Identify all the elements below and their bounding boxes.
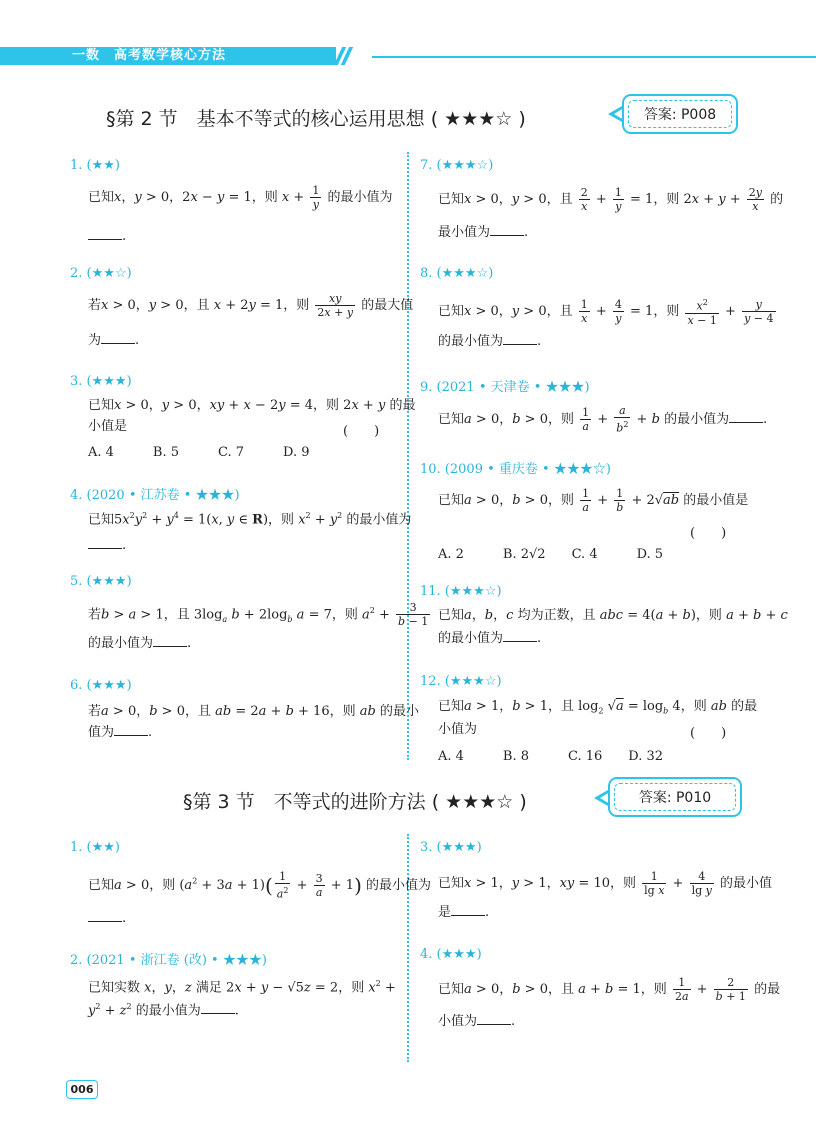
problem-number: 8. (★★★☆) — [420, 266, 494, 281]
section-title: §第 2 节 基本不等式的核心运用思想 ( ★★★☆ ) — [106, 108, 526, 130]
problem-text: 小值是 — [88, 419, 128, 434]
problem-text: 已知a > 0，b > 0，且 a + b = 1，则 $\frac{1}{2a}$ + $\frac{2}{b + 1}$ 的最 — [438, 976, 781, 1003]
page-number: 006 — [66, 1080, 98, 1099]
problem-text: 已知x > 0，y > 0，且 $\frac{2}{x}$ + $\frac{1}{y}$ = 1，则 2x + y + $\frac{2y}{x}$ 的 — [438, 186, 784, 213]
problem-text: 已知$5x^2y^2 + y^4 = 1(x$, y ∈ R)，则 $x^2 + y^2$ 的最小值为 — [88, 511, 412, 528]
problem-number: 5. (★★★) — [70, 574, 132, 589]
problem-text: 的最小值为 . — [438, 631, 542, 646]
answer-paren: ( ) — [690, 726, 727, 741]
problem-number: 12. (★★★☆) — [420, 674, 502, 689]
problem-number: 2. (★★☆) — [70, 266, 132, 281]
problem-text: 为 . — [88, 333, 140, 348]
answer-blank: . — [88, 535, 126, 557]
problem-text: 已知a > 0，b > 0，则 $\frac{1}{a}$ + $\frac{1}{b}$ + 2√ab 的最小值是 — [438, 487, 749, 514]
column-divider — [407, 152, 409, 760]
problem-number: 10. (2009 • 重庆卷 • ★★★☆) — [420, 462, 611, 477]
answer-box — [608, 777, 742, 817]
problem-number: 3. (★★★) — [420, 840, 482, 855]
problem-text: 若b > a > 1，且 $3\log_a$ $b + 2\log_b$ a = 7，则 $a^2$ + $\frac{3}{b - 1}$ — [88, 601, 429, 629]
problem-text: 已知x > 1，y > 1，xy = 10，则 $\frac{1}{\text{lg x}}$ + $\frac{4}{\text{lg y}}$ 的最小值 — [438, 870, 773, 897]
problem-number: 4. (2020 • 江苏卷 • ★★★) — [70, 488, 240, 503]
problem-number: 6. (★★★) — [70, 678, 132, 693]
problem-text: 已知a，b，c 均为正数，且 abc = 4(a + b)，则 a + b + c — [438, 608, 788, 623]
problem-text: 是 . — [438, 905, 490, 920]
problem-number: 3. (★★★) — [70, 374, 132, 389]
problem-number: 2. (2021 • 浙江卷 (改) • ★★★) — [70, 953, 267, 968]
choice-options: A. 2 B. 2√2 C. 4 D. 5 — [438, 547, 664, 562]
problem-text: 已知实数 x，y，z 满足 2x + y − √5z = 2，则 $x^2$ + — [88, 979, 396, 996]
problem-text: 已知a > 0，b > 0，则 $\frac{1}{a}$ + $\frac{a}{b^2}$ + b 的最小值为 . — [438, 404, 768, 435]
problem-text: 已知x > 0，y > 0，xy + x − 2y = 4，则 2x + y 的最 — [88, 398, 416, 413]
problem-text: 小值为 . — [438, 1014, 516, 1029]
choice-options: A. 4 B. 8 C. 16 D. 32 — [438, 749, 664, 764]
section-title: §第 3 节 不等式的进阶方法 ( ★★★☆ ) — [183, 791, 527, 813]
problem-text: 已知x，y > 0，2x − y = 1，则 x + $\frac{1}{y}$ 的最小值为 — [88, 184, 393, 211]
answer-paren: ( ) — [690, 526, 727, 541]
choice-options: A. 4 B. 5 C. 7 D. 9 — [88, 445, 310, 460]
problem-text: 已知a > 0，则 $(a^2 + 3a + 1)$( $\frac{1}{a^2}$ + $\frac{3}{a}$ + 1) 的最小值为 — [88, 870, 432, 901]
header-label: 一数 高考数学核心方法 — [72, 48, 227, 63]
problem-text: 最小值为 . — [438, 225, 529, 240]
problem-text: $y^2 + z^2$ 的最小值为 . — [88, 1002, 239, 1019]
answer-blank: . — [88, 908, 126, 930]
problem-text: 的最小值为 . — [88, 636, 192, 651]
answer-blank: . — [88, 226, 126, 248]
problem-number: 4. (★★★) — [420, 947, 482, 962]
problem-text: 若x > 0，y > 0，且 x + 2y = 1，则 $\frac{xy}{2x + y}$ 的最大值 — [88, 292, 414, 319]
problem-text: 的最小值为 . — [438, 334, 542, 349]
answer-ref: 答案: P010 — [614, 783, 736, 811]
header-rule — [372, 56, 816, 58]
problem-number: 9. (2021 • 天津卷 • ★★★) — [420, 380, 590, 395]
problem-text: 若a > 0，b > 0，且 ab = 2a + b + 16，则 ab 的最小 — [88, 704, 419, 719]
problem-text: 值为 . — [88, 725, 153, 740]
problem-text: 已知x > 0，y > 0，且 $\frac{1}{x}$ + $\frac{4}{y}$ = 1，则 $\frac{x^2}{x - 1}$ + $\frac{y}{y - 4}$ — [438, 297, 774, 327]
answer-paren: ( ) — [343, 424, 380, 439]
problem-text: 已知a > 1，b > 1，且 $\log_2 √a = \log_b 4$，则 ab 的最 — [438, 699, 758, 716]
problem-number: 11. (★★★☆) — [420, 584, 502, 599]
answer-ref: 答案: P008 — [628, 100, 732, 128]
column-divider — [407, 834, 409, 1062]
problem-text: 小值为 — [438, 722, 478, 737]
problem-number: 1. (★★) — [70, 158, 120, 173]
answer-box — [622, 94, 738, 134]
problem-number: 7. (★★★☆) — [420, 158, 494, 173]
problem-number: 1. (★★) — [70, 840, 120, 855]
